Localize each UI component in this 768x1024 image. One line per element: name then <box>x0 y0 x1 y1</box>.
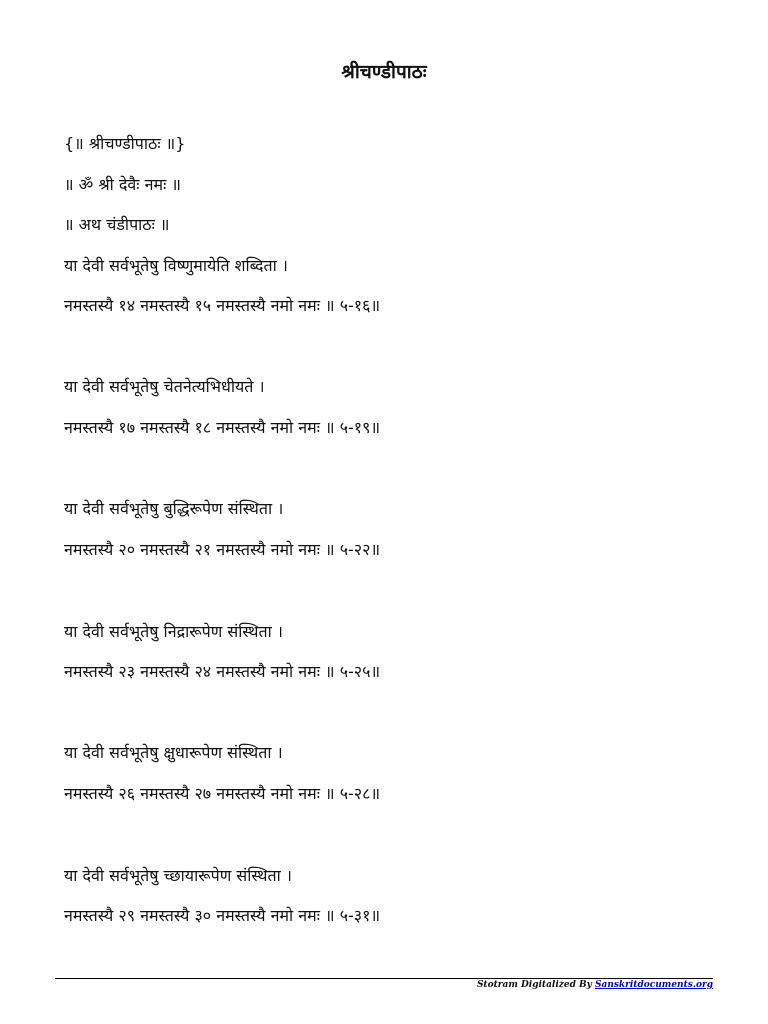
verse-line: नमस्तस्यै १७ नमस्तस्यै १८ नमस्तस्यै नमो नमः ॥ ५-१९॥ <box>64 418 381 437</box>
footer-credit <box>477 980 713 990</box>
page-title: श्रीचण्डीपाठः <box>341 61 427 83</box>
verse-line: या देवी सर्वभूतेषु चेतनेत्यभिधीयते । <box>64 377 265 396</box>
verse-line: नमस्तस्यै २६ नमस्तस्यै २७ नमस्तस्यै नमो नमः ॥ ५-२८॥ <box>64 784 381 803</box>
text-line: {॥ श्रीचण्डीपाठः ॥} <box>64 134 186 153</box>
verse-line: या देवी सर्वभूतेषु बुद्धिरूपेण संस्थिता । <box>64 499 284 518</box>
verse-line: नमस्तस्यै २९ नमस्तस्यै ३० नमस्तस्यै नमो नमः ॥ ५-३१॥ <box>64 906 381 925</box>
verse-line: नमस्तस्यै १४ नमस्तस्यै १५ नमस्तस्यै नमो नमः ॥ ५-१६॥ <box>64 296 381 315</box>
verse-line: या देवी सर्वभूतेषु च्छायारूपेण संस्थिता । <box>64 866 292 885</box>
verse-line: नमस्तस्यै २३ नमस्तस्यै २४ नमस्तस्यै नमो नमः ॥ ५-२५॥ <box>64 662 381 681</box>
text-line: ॥ अथ चंडीपाठः ॥ <box>64 215 170 234</box>
footer-divider <box>55 978 713 979</box>
footer-credit-text: Stotram Digitalized By <box>476 980 595 990</box>
verse-line: नमस्तस्यै २० नमस्तस्यै २१ नमस्तस्यै नमो नमः ॥ ५-२२॥ <box>64 540 381 559</box>
verse-line: या देवी सर्वभूतेषु निद्रारूपेण संस्थिता । <box>64 622 283 641</box>
verse-line: या देवी सर्वभूतेषु क्षुधारूपेण संस्थिता । <box>64 743 283 762</box>
sanskritdocuments-link[interactable]: Sanskritdocuments.org <box>594 980 713 990</box>
verse-line: या देवी सर्वभूतेषु विष्णुमायेति शब्दिता । <box>64 256 288 275</box>
text-line: ॥ ॐ श्री देवैः नमः ॥ <box>64 175 181 194</box>
